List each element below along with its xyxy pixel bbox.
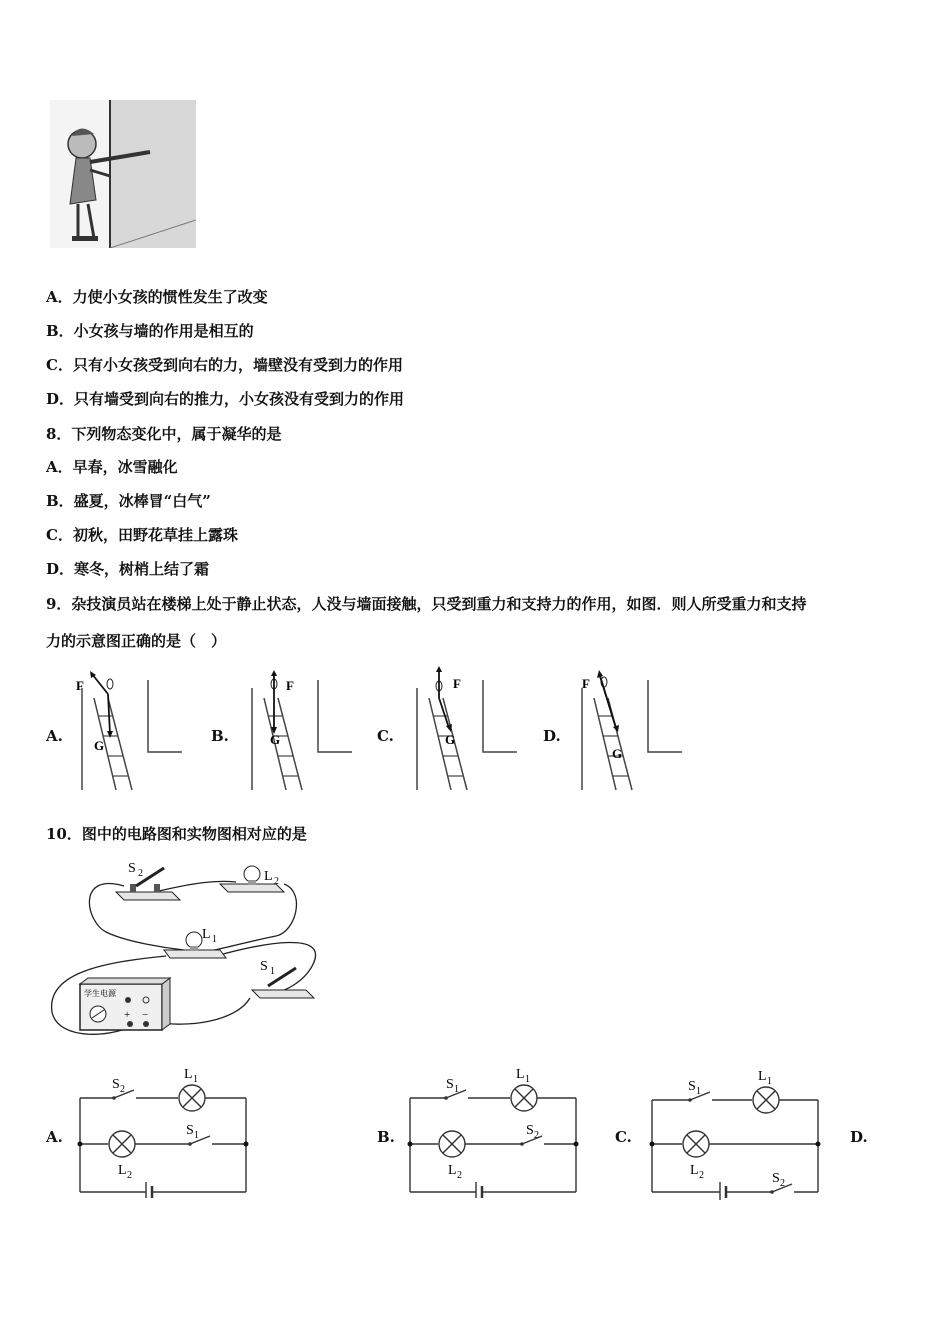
q10-choice-c-label: C.	[615, 1128, 632, 1146]
q10-photo-l2: L	[264, 869, 273, 884]
q10c-l1-sub: 1	[767, 1076, 772, 1087]
q10-physical-circuit	[46, 852, 326, 1044]
q10-circuit-b	[404, 1060, 584, 1198]
q10-circuit-c	[646, 1064, 826, 1200]
q9-choice-a-label: A.	[46, 727, 63, 745]
q10b-s2-sub: 2	[534, 1130, 539, 1141]
q9-figure-b	[246, 668, 356, 792]
q10-photo-l1: L	[202, 927, 211, 942]
q9-figure-d	[576, 668, 686, 792]
q10c-s2-sub: 2	[780, 1178, 785, 1189]
girl-pushing-wall-figure	[50, 100, 196, 248]
q10-photo-s2-sub: 2	[138, 868, 143, 879]
q9-stem-line1: 9．杂技演员站在楼梯上处于静止状态，人没与墙面接触，只受到重力和支持力的作用，如图．则人所受重力和支持	[46, 595, 807, 613]
q10b-s1-sub: 1	[454, 1084, 459, 1095]
q10b-l1-sub: 1	[525, 1074, 530, 1085]
q10-photo-l2-sub: 2	[274, 876, 279, 887]
q9-choice-b-label: B.	[211, 727, 229, 745]
q9a-force-g: G	[94, 738, 105, 753]
q9-figure-c	[411, 664, 521, 792]
q9d-force-f: F	[582, 676, 590, 691]
q9-figure-a	[76, 668, 186, 792]
q9-choice-c-label: C.	[377, 727, 394, 745]
q9-choice-d-label: D.	[543, 727, 561, 745]
q8-option-d: D．寒冬，树梢上结了霜	[46, 560, 210, 578]
q7-option-b: B．小女孩与墙的作用是相互的	[46, 322, 254, 340]
q10a-l2-sub: 2	[127, 1170, 132, 1181]
q10b-s2-label: S	[526, 1123, 534, 1138]
q10-photo-s1-sub: 1	[270, 966, 275, 977]
q8-option-c: C．初秋，田野花草挂上露珠	[46, 526, 238, 544]
q9b-force-g: G	[270, 732, 281, 747]
q10a-s1-label: S	[186, 1123, 194, 1138]
q7-option-a: A．力使小女孩的惯性发生了改变	[46, 288, 268, 306]
q10c-s1-label: S	[688, 1079, 696, 1094]
q9c-force-g: G	[445, 732, 456, 747]
q9a-force-f: F	[76, 678, 84, 693]
q10b-l1-label: L	[516, 1067, 525, 1082]
svg-text:+: +	[124, 1009, 131, 1021]
q10a-s1-sub: 1	[194, 1130, 199, 1141]
q7-option-c: C．只有小女孩受到向右的力，墙壁没有受到力的作用	[46, 356, 403, 374]
q10-choice-b-label: B.	[377, 1128, 395, 1146]
q10-power-panel-label: 学生电源	[84, 989, 116, 998]
q10c-s2-label: S	[772, 1171, 780, 1186]
q10a-s2-label: S	[112, 1077, 120, 1092]
q7-option-d: D．只有墙受到向右的推力，小女孩没有受到力的作用	[46, 390, 405, 408]
q8-option-b: B．盛夏，冰棒冒“白气”	[46, 492, 211, 510]
q10-circuit-a	[74, 1062, 254, 1198]
q10c-l1-label: L	[758, 1069, 767, 1084]
q9d-force-g: G	[612, 746, 623, 761]
q10-choice-a-label: A.	[46, 1128, 63, 1146]
q10a-l2-label: L	[118, 1163, 127, 1178]
q10-photo-s2: S	[128, 861, 136, 876]
q10c-s1-sub: 1	[696, 1086, 701, 1097]
q9-stem-line2: 力的示意图正确的是（ ）	[46, 632, 227, 650]
q9c-force-f: F	[453, 676, 461, 691]
q9b-force-f: F	[286, 678, 294, 693]
q8-option-a: A．早春，冰雪融化	[46, 458, 178, 476]
q8-stem: 8．下列物态变化中，属于凝华的是	[46, 425, 282, 443]
q10-stem: 10．图中的电路图和实物图相对应的是	[46, 825, 307, 843]
q10a-l1-sub: 1	[193, 1074, 198, 1085]
q10a-s2-sub: 2	[120, 1084, 125, 1095]
q10a-l1-label: L	[184, 1067, 193, 1082]
svg-text:−: −	[142, 1009, 149, 1021]
q10-photo-l1-sub: 1	[212, 934, 217, 945]
q10-photo-s1: S	[260, 959, 268, 974]
q10b-s1-label: S	[446, 1077, 454, 1092]
q10c-l2-label: L	[690, 1163, 699, 1178]
q10b-l2-sub: 2	[457, 1170, 462, 1181]
q10-choice-d-label: D.	[850, 1128, 868, 1146]
q10b-l2-label: L	[448, 1163, 457, 1178]
q10c-l2-sub: 2	[699, 1170, 704, 1181]
